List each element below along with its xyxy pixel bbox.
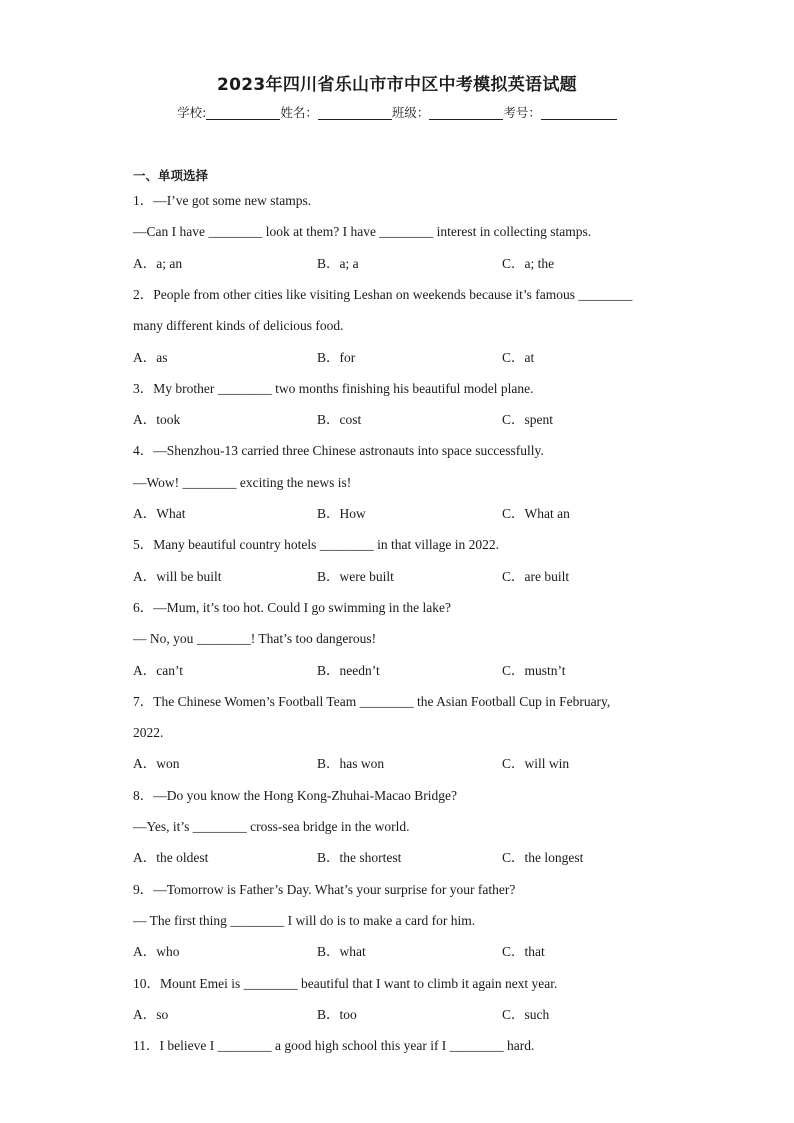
question-9-line: 9．—Tomorrow is Father’s Day. What’s your surprise for your father? — [133, 881, 516, 897]
question-10-option: B．too — [317, 1006, 357, 1022]
question-3-option: A．took — [133, 412, 181, 428]
question-2-option: B．for — [317, 349, 356, 365]
school-blank — [206, 105, 280, 120]
question-10-option: C．such — [502, 1006, 550, 1022]
question-9-option: B．what — [317, 944, 366, 960]
question-5-option: B．were built — [317, 568, 394, 584]
question-5-option: A．will be built — [133, 568, 222, 584]
question-4-line: 4．—Shenzhou-13 carried three Chinese astronauts into space successfully. — [133, 443, 544, 459]
question-1-option: A．a; an — [133, 255, 183, 271]
question-1-option: B．a; a — [317, 255, 359, 271]
question-9-option: C．that — [502, 944, 545, 960]
name-blank — [318, 105, 392, 120]
question-11-line: 11．I believe I ________ a good high school this year if I ________ hard. — [133, 1038, 535, 1054]
question-4-option: C．What an — [502, 506, 570, 521]
question-5-line: 5．Many beautiful country hotels ________ in that village in 2022. — [133, 537, 499, 553]
name-label: 姓名： — [280, 105, 318, 120]
question-1-line: —Can I have ________ look at them? I have ________ interest in collecting stamps. — [133, 224, 592, 240]
exam-title: 2023年四川省乐山市市中区中考模拟英语试题 — [217, 75, 577, 95]
question-8-option: A．the oldest — [133, 850, 209, 866]
question-6-line: — No, you ________! That’s too dangerous! — [133, 631, 377, 647]
question-5-option: C．are built — [502, 568, 570, 584]
question-7-option: A．won — [133, 756, 180, 772]
question-7-line: 7．The Chinese Women’s Football Team ________ the Asian Football Cup in February, — [133, 693, 611, 709]
question-3-option: C．spent — [502, 412, 554, 428]
student-info-row — [0, 103, 794, 121]
question-2-line: 2．People from other cities like visiting Leshan on weekends because it’s famous ________ — [133, 286, 633, 302]
question-2-line: many different kinds of delicious food. — [133, 318, 344, 334]
question-10-line: 10．Mount Emei is ________ beautiful that I want to climb it again next year. — [133, 975, 558, 991]
question-10-option: A．so — [133, 1006, 169, 1022]
exam-number-blank — [541, 105, 617, 120]
question-9-line: — The first thing ________ I will do is to make a card for him. — [133, 912, 476, 928]
question-3-option: B．cost — [317, 412, 362, 428]
exam-number-label: 考号： — [503, 105, 541, 120]
class-label: 班级： — [391, 105, 430, 120]
question-4-line: —Wow! ________ exciting the news is! — [133, 474, 352, 490]
question-8-line: 8．—Do you know the Hong Kong-Zhuhai-Macao Bridge? — [133, 787, 457, 803]
question-1-option: C．a; the — [502, 255, 555, 271]
question-6-line: 6．—Mum, it’s too hot. Could I go swimming in the lake? — [133, 599, 451, 615]
question-4-option: A．What — [133, 506, 186, 521]
question-3-line: 3．My brother ________ two months finishing his beautiful model plane. — [133, 380, 534, 396]
question-8-option: B．the shortest — [317, 850, 402, 866]
school-label: 学校: — [177, 105, 207, 120]
class-blank — [429, 105, 503, 120]
question-7-line: 2022. — [133, 725, 164, 741]
question-7-option: C．will win — [502, 756, 570, 772]
question-9-option: A．who — [133, 944, 180, 960]
question-2-option: C．at — [502, 349, 535, 365]
question-6-option: C．mustn’t — [502, 662, 566, 678]
question-8-option: C．the longest — [502, 850, 584, 866]
question-1-line: 1．—I’ve got some new stamps. — [133, 193, 312, 208]
question-8-line: —Yes, it’s ________ cross-sea bridge in the world. — [133, 819, 410, 834]
question-4-option: B．How — [317, 506, 366, 521]
question-2-option: A．as — [133, 349, 168, 365]
question-6-option: B．needn’t — [317, 662, 380, 678]
section-heading: 一、单项选择 — [133, 168, 209, 183]
question-6-option: A．can’t — [133, 662, 183, 678]
question-7-option: B．has won — [317, 756, 385, 772]
